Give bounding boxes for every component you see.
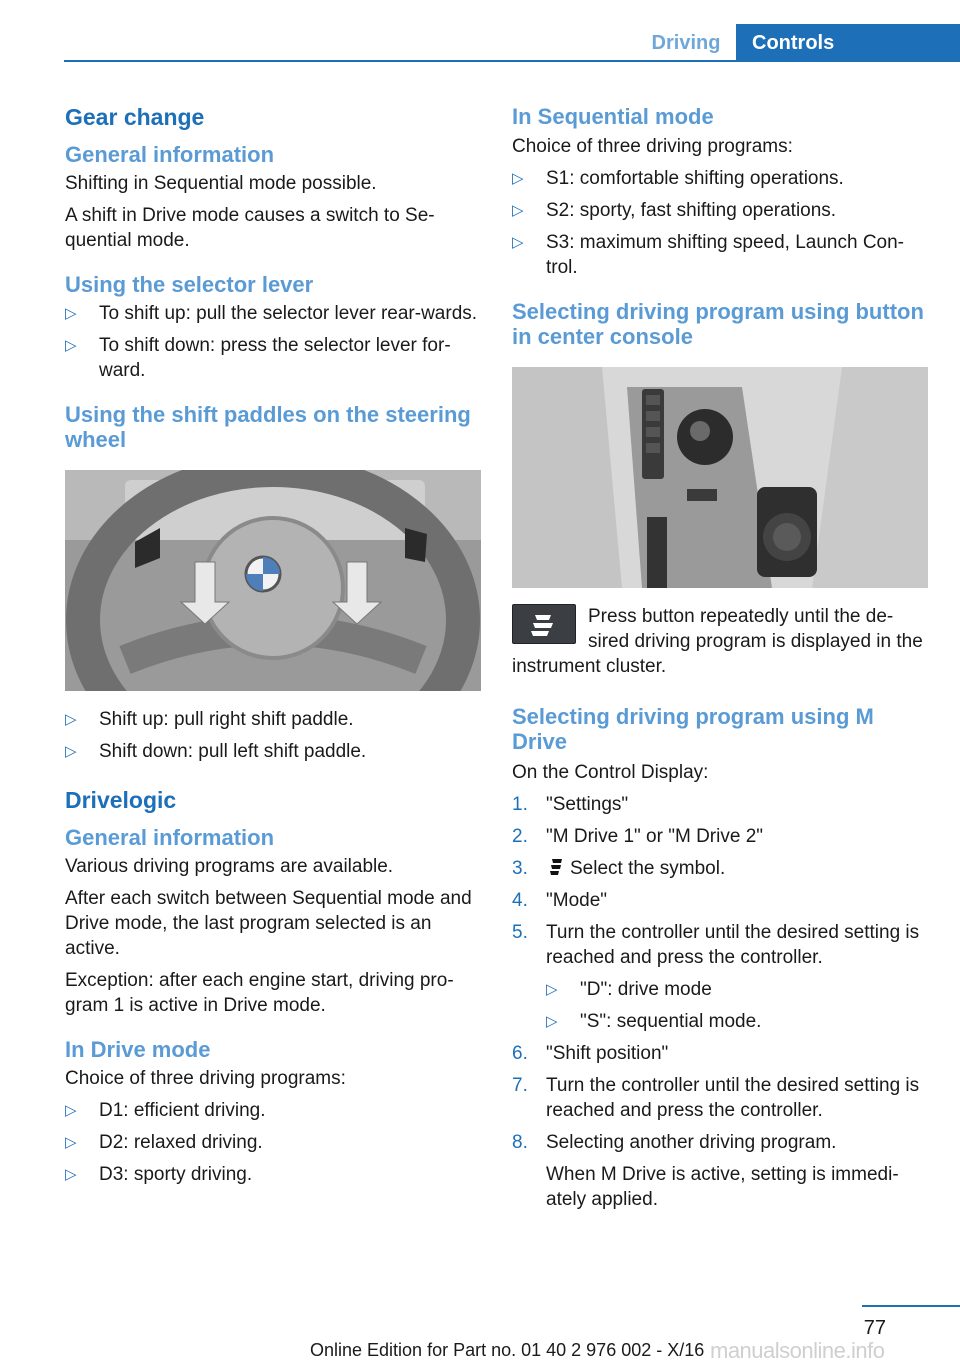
m-drive-symbol-icon [546, 857, 566, 877]
triangle-bullet-icon: ▷ [65, 337, 77, 354]
heading-general-information-2: General information [65, 825, 275, 850]
page-number: 77 [863, 1317, 886, 1339]
paragraph-control-display: On the Control Display: [512, 762, 709, 783]
chapter-tab-controls[interactable]: Controls [736, 24, 960, 62]
triangle-bullet-icon: ▷ [65, 1166, 77, 1183]
right-column [512, 100, 928, 1219]
paragraph-choice-drive: Choice of three driving programs: [65, 1068, 346, 1089]
list-item: ▷ D2: relaxed driving. [65, 1132, 263, 1153]
step-item: 5. Turn the controller until the desired setting is reached and press the controller. ▷ "D": drive mode ▷ "S": sequential mode. [512, 920, 928, 1034]
paragraph-press-button: Press button repeatedly until the de‐sired driving program is displayed in the instrument cluster. [512, 606, 923, 677]
step-item: 3. Select the symbol. [512, 858, 726, 879]
mode-sublist [546, 977, 928, 1034]
heading-drivelogic: Drivelogic [65, 787, 177, 813]
step-item: 6. "Shift position" [512, 1043, 669, 1064]
heading-general-information: General information [65, 142, 275, 167]
step-item: 7. Turn the controller until the desired setting is reached and press the controller. [512, 1075, 920, 1121]
paragraph-shift-sequential: Shifting in Sequential mode possible. [65, 173, 377, 194]
list-item: ▷ D3: sporty driving. [65, 1164, 253, 1185]
list-item: ▷ Shift up: pull right shift paddle. [65, 709, 354, 730]
button-instruction [512, 604, 928, 686]
triangle-bullet-icon: ▷ [512, 202, 524, 219]
step-item: 2. "M Drive 1" or "M Drive 2" [512, 826, 764, 847]
paragraph-after-switch: After each switch between Sequential mode and Drive mode, the last program selected is an active. [65, 888, 472, 959]
list-item: ▷ To shift down: press the selector lever for‐ward. [65, 335, 451, 381]
heading-gear-change: Gear change [65, 104, 205, 130]
triangle-bullet-icon: ▷ [546, 1013, 558, 1030]
heading-m-drive: Selecting driving program using M Drive [512, 704, 874, 754]
list-item: ▷ To shift up: pull the selector lever rear‐wards. [65, 303, 478, 324]
watermark: manualsonline.info [710, 1338, 885, 1363]
triangle-bullet-icon: ▷ [546, 981, 558, 998]
edition-footer: Online Edition for Part no. 01 40 2 976 002 - X/16 [310, 1340, 705, 1360]
list-item: ▷ Shift down: pull left shift paddle. [65, 741, 367, 762]
list-item: ▷ "D": drive mode [546, 979, 712, 1000]
driving-program-button-icon[interactable] [512, 604, 576, 644]
list-item: ▷ "S": sequential mode. [546, 1011, 762, 1032]
heading-selector-lever: Using the selector lever [65, 272, 314, 297]
step-item: 1. "Settings" [512, 794, 629, 815]
m-drive-steps [512, 792, 928, 1212]
footer-rule [862, 1305, 960, 1307]
sequential-program-list [512, 166, 928, 280]
triangle-bullet-icon: ▷ [65, 743, 77, 760]
triangle-bullet-icon: ▷ [65, 1134, 77, 1151]
paragraph-various-programs: Various driving programs are available. [65, 856, 394, 877]
triangle-bullet-icon: ▷ [512, 234, 524, 251]
triangle-bullet-icon: ▷ [65, 305, 77, 322]
selector-lever-list [65, 301, 481, 383]
list-item: ▷ S1: comfortable shifting operations. [512, 168, 844, 189]
paragraph-choice-sequential: Choice of three driving programs: [512, 136, 793, 157]
paddle-list [65, 707, 481, 764]
left-column [65, 100, 481, 1194]
paragraph-exception: Exception: after each engine start, driving pro‐gram 1 is active in Drive mode. [65, 970, 454, 1016]
triangle-bullet-icon: ▷ [65, 1102, 77, 1119]
step-item: 8. Selecting another driving program. When M Drive is active, setting is immedi‐ately applied. [512, 1130, 928, 1212]
list-item: ▷ D1: efficient driving. [65, 1100, 266, 1121]
list-item: ▷ S2: sporty, fast shifting operations. [512, 200, 837, 221]
center-console-image [512, 367, 928, 588]
steering-wheel-image [65, 470, 481, 691]
heading-drive-mode: In Drive mode [65, 1037, 211, 1062]
heading-sequential-mode: In Sequential mode [512, 104, 714, 129]
heading-center-console: Selecting driving program using button in center console [512, 299, 924, 349]
triangle-bullet-icon: ▷ [65, 711, 77, 728]
list-item: ▷ S3: maximum shifting speed, Launch Con‐trol. [512, 232, 905, 278]
heading-shift-paddles: Using the shift paddles on the steering wheel [65, 402, 471, 452]
drive-program-list [65, 1098, 481, 1187]
step-note: When M Drive is active, setting is immedi‐ately applied. [546, 1164, 899, 1210]
triangle-bullet-icon: ▷ [512, 170, 524, 187]
paragraph-shift-drive: A shift in Drive mode causes a switch to Se‐quential mode. [65, 205, 435, 251]
step-item: 4. "Mode" [512, 890, 608, 911]
section-tab-driving[interactable]: Driving [651, 32, 721, 54]
